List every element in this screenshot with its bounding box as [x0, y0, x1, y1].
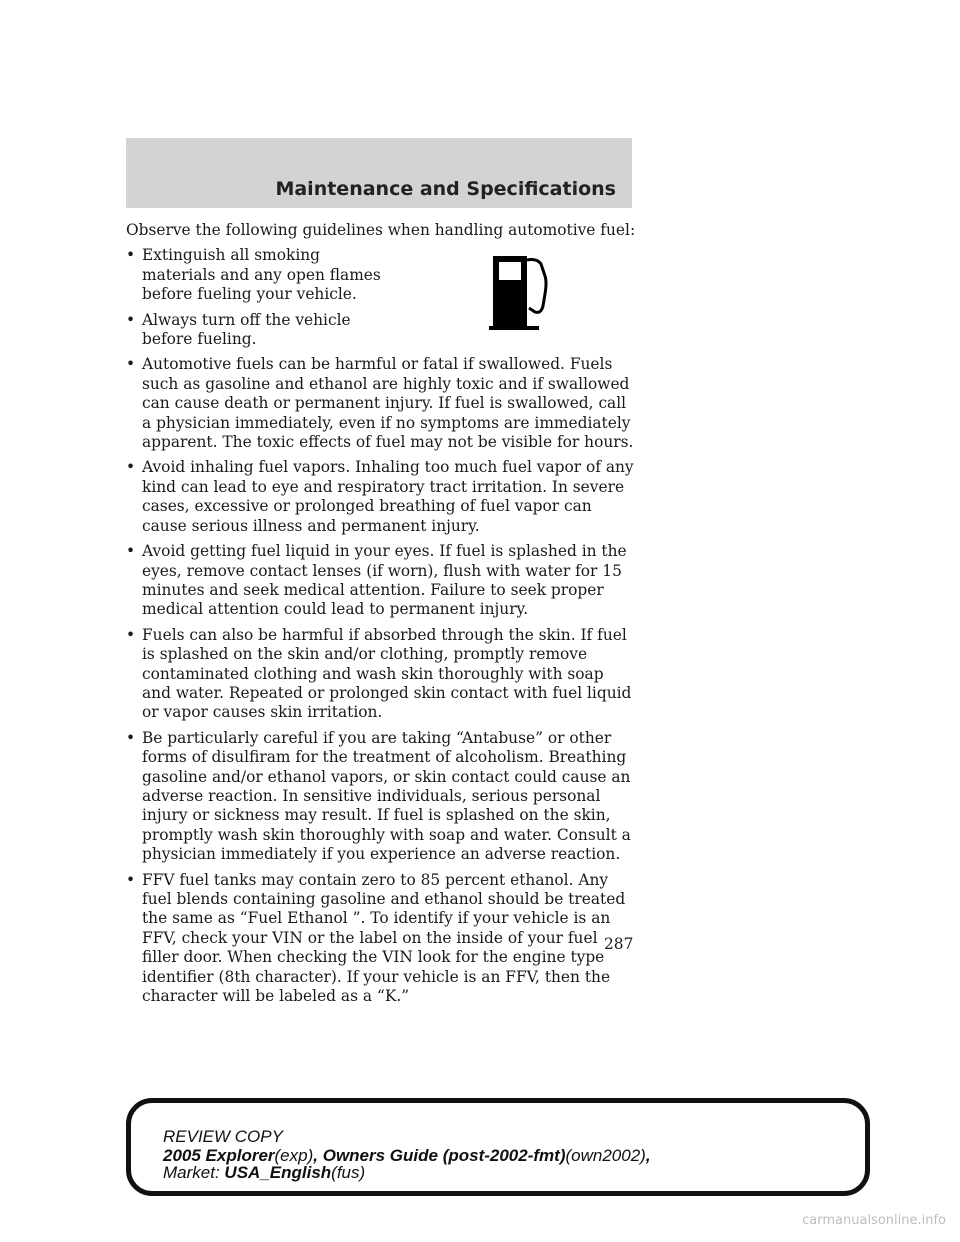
list-item — [126, 626, 636, 723]
model-code: (exp) — [274, 1146, 314, 1165]
guide-name: Owners Guide (post-2002-fmt) — [322, 1146, 566, 1165]
list-item — [126, 355, 636, 452]
bullet-icon: • — [126, 310, 136, 329]
main-content — [126, 221, 636, 1012]
bullet-icon: • — [126, 728, 136, 747]
list-item — [126, 729, 636, 865]
review-label: REVIEW COPY — [163, 1127, 283, 1146]
market-label: Market: — [163, 1163, 220, 1182]
list-item — [126, 246, 636, 304]
list-item-text: Be particularly careful if you are taking “Antabuse” or other forms of disulfiram for the treatment of alcoholism. Breathing gasoline and/or ethanol vapors, or skin contact could cause an adverse reaction. In sensitive individuals, serious personal injury or sickness may result. If fuel is splashed on the skin, promptly wash skin thoroughly with soap and water. Consult a physician immediately if you experience an adverse reaction. — [142, 728, 631, 864]
review-copy-box — [126, 1098, 870, 1196]
list-item-text: Avoid inhaling fuel vapors. Inhaling too much fuel vapor of any kind can lead to eye and respiratory tract irritation. In severe cases, excessive or prolonged breathing of fuel vapor can cause serious illness and permanent injury. — [142, 458, 634, 535]
bullet-icon: • — [126, 355, 136, 374]
bullet-icon: • — [126, 542, 136, 561]
section-title: Maintenance and Specifications — [275, 178, 616, 200]
bullet-icon: • — [126, 458, 136, 477]
market-code: (fus) — [331, 1163, 366, 1182]
separator: , — [313, 1146, 318, 1165]
review-market-line — [163, 1163, 365, 1183]
list-item-text: Extinguish all smoking materials and any open flames before fueling your vehicle. — [142, 246, 381, 304]
guideline-list — [126, 246, 636, 1006]
list-item — [126, 871, 636, 1007]
bullet-icon: • — [126, 246, 136, 265]
model-name: 2005 Explorer — [163, 1146, 275, 1165]
list-item-text: Fuels can also be harmful if absorbed through the skin. If fuel is splashed on the skin and/or clothing, promptly remove contaminated clothing and wash skin thoroughly with soap and water. Repeated or prolonged skin contact with fuel liquid or vapor causes skin irritation. — [142, 625, 632, 722]
list-item — [126, 458, 636, 536]
list-item-text: Automotive fuels can be harmful or fatal if swallowed. Fuels such as gasoline and ethanol are highly toxic and if swallowed can cause death or permanent injury. If fuel is swallowed, call a physician immediately, even if no symptoms are immediately apparent. The toxic effects of fuel may not be visible for hours. — [142, 355, 634, 452]
list-item — [126, 311, 636, 350]
list-item-text: Avoid getting fuel liquid in your eyes. If fuel is splashed in the eyes, remove contact lenses (if worn), flush with water for 15 minutes and seek medical attention. Failure to seek proper medical attention could lead to permanent injury. — [142, 542, 627, 619]
intro-text: Observe the following guidelines when handling automotive fuel: — [126, 221, 636, 239]
list-item — [126, 542, 636, 620]
guide-code: (own2002) — [565, 1146, 646, 1165]
market-name: USA_English — [224, 1163, 332, 1182]
bullet-icon: • — [126, 870, 136, 889]
bullet-icon: • — [126, 625, 136, 644]
page-number: 287 — [604, 935, 634, 953]
list-item-text: Always turn off the vehicle before fueling. — [142, 310, 351, 349]
watermark-site: carmanualsonline.info — [802, 1213, 946, 1228]
section-header — [126, 138, 632, 208]
list-item-text: FFV fuel tanks may contain zero to 85 percent ethanol. Any fuel blends containing gasoline and ethanol should be treated the same as “Fuel Ethanol ”. To identify if your vehicle is an FFV, check your VIN or the label on the inside of your fuel filler door. When checking the VIN look for the engine type identifier (8th character). If your vehicle is an FFV, then the character will be labeled as a “K.” — [142, 870, 626, 1006]
separator: , — [645, 1146, 651, 1165]
